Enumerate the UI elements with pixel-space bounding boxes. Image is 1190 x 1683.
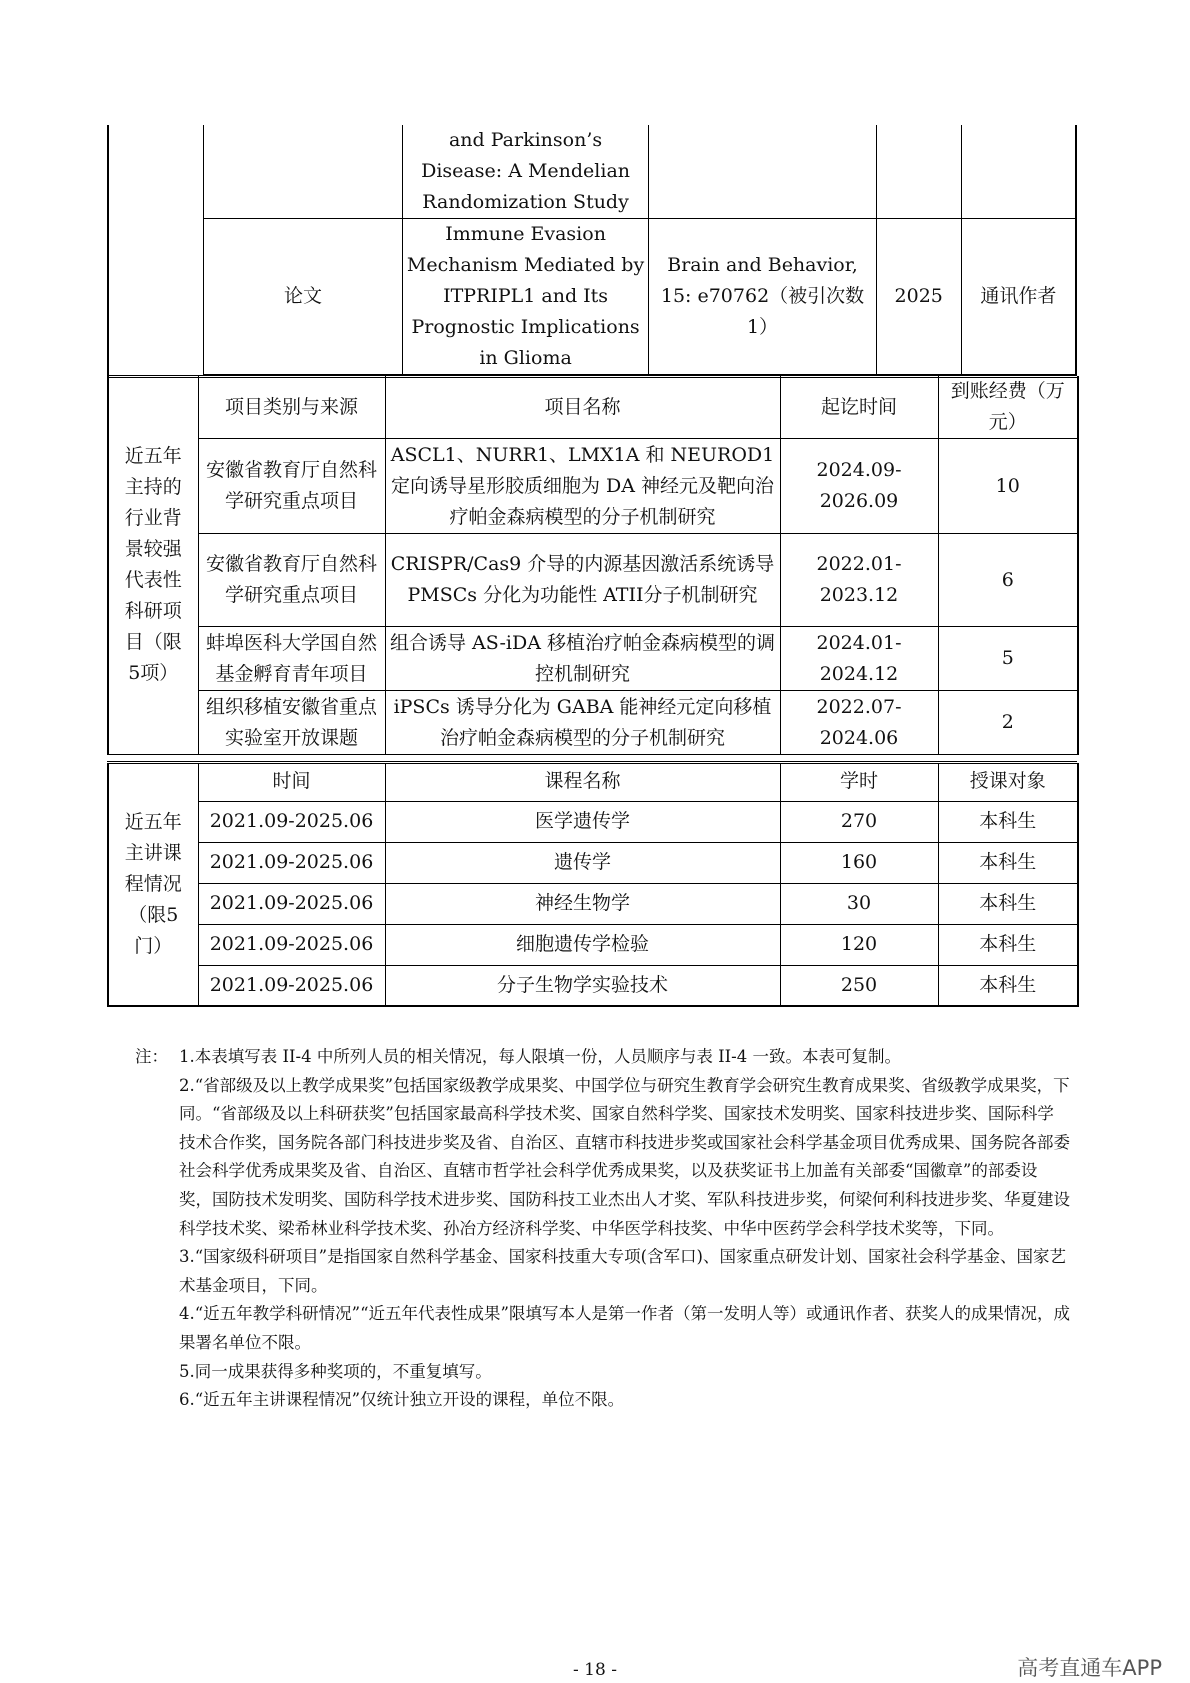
project-period: 2022.07-2024.06 — [780, 691, 938, 755]
course-name: 遗传学 — [385, 842, 780, 883]
project-name: ASCL1、NURR1、LMX1A 和 NEUROD1 定向诱导星形胶质细胞为 DA 神经元及靶向治疗帕金森病模型的分子机制研究 — [385, 439, 780, 534]
project-source: 蚌埠医科大学国自然基金孵育青年项目 — [198, 627, 385, 691]
notes-section — [135, 1043, 1070, 1415]
course-hours: 120 — [780, 924, 938, 965]
course-audience: 本科生 — [938, 883, 1078, 924]
course-hours: 160 — [780, 842, 938, 883]
paper-title-cell: Immune Evasion Mechanism Mediated by ITPRIPL1 and Its Prognostic Implications in Glioma — [402, 219, 649, 375]
project-period: 2024.01-2024.12 — [780, 627, 938, 691]
projects-header-period: 起讫时间 — [780, 376, 938, 439]
courses-header-hours: 学时 — [780, 763, 938, 801]
project-period: 2022.01-2023.12 — [780, 534, 938, 627]
course-name: 神经生物学 — [385, 883, 780, 924]
project-funding: 6 — [938, 534, 1078, 627]
note-item — [135, 1386, 1070, 1415]
project-funding: 10 — [938, 439, 1078, 534]
notes-label: 注： — [135, 1047, 168, 1066]
projects-section-label: 近五年主持的行业背景较强代表性科研项目（限5项） — [108, 376, 198, 755]
course-name: 分子生物学实验技术 — [385, 965, 780, 1006]
papers-section-cell — [108, 125, 204, 375]
project-source: 安徽省教育厅自然科学研究重点项目 — [198, 439, 385, 534]
project-name: 组合诱导 AS-iDA 移植治疗帕金森病模型的调控机制研究 — [385, 627, 780, 691]
table-row — [108, 924, 1078, 965]
projects-header-source: 项目类别与来源 — [198, 376, 385, 439]
paper-year-cell — [876, 125, 961, 219]
course-hours: 250 — [780, 965, 938, 1006]
courses-section-label: 近五年主讲课程情况（限5门） — [108, 763, 198, 1006]
note-item — [135, 1043, 1070, 1072]
projects-table — [107, 376, 1079, 755]
note-text: 4.“近五年教学科研情况”“近五年代表性成果”限填写本人是第一作者（第一发明人等）或通讯作者、获奖人的成果情况，成果署名单位不限。 — [179, 1304, 1070, 1352]
course-audience: 本科生 — [938, 965, 1078, 1006]
papers-table — [107, 125, 1077, 375]
note-item — [135, 1243, 1070, 1300]
table-row — [108, 439, 1078, 534]
courses-table — [107, 763, 1079, 1007]
note-text: 2.“省部级及以上教学成果奖”包括国家级教学成果奖、中国学位与研究生教育学会研究生教育成果奖、省级教学成果奖，下同。“省部级及以上科研获奖”包括国家最高科学技术奖、国家自然科学奖、国家技术发明奖、国家科技进步奖、国际科学技术合作奖，国务院各部门科技进步奖及省、自治区、直辖市科技进步奖或国家社会科学基金项目优秀成果、国务院各部委社会科学优秀成果奖及省、自治区、直辖市哲学社会科学优秀成果奖，以及获奖证书上加盖有关部委“国徽章”的部委设奖，国防技术发明奖、国防科学技术进步奖、国防科技工业杰出人才奖、军队科技进步奖，何梁何利科技进步奖、华夏建设科学技术奖、梁希林业科学技术奖、孙冶方经济科学奖、中华医学科技奖、中华中医药学会科学技术奖等，下同。 — [179, 1075, 1070, 1238]
project-funding: 2 — [938, 691, 1078, 755]
paper-type-cell: 论文 — [204, 219, 403, 375]
projects-header-funding: 到账经费（万元） — [938, 376, 1078, 439]
paper-year-cell: 2025 — [876, 219, 961, 375]
paper-role-cell — [961, 125, 1076, 219]
course-period: 2021.09-2025.06 — [198, 842, 385, 883]
course-audience: 本科生 — [938, 842, 1078, 883]
project-source: 安徽省教育厅自然科学研究重点项目 — [198, 534, 385, 627]
table-row — [108, 534, 1078, 627]
project-name: iPSCs 诱导分化为 GABA 能神经元定向移植治疗帕金森病模型的分子机制研究 — [385, 691, 780, 755]
table-row — [108, 627, 1078, 691]
course-period: 2021.09-2025.06 — [198, 924, 385, 965]
courses-header-period: 时间 — [198, 763, 385, 801]
courses-header-audience: 授课对象 — [938, 763, 1078, 801]
project-funding: 5 — [938, 627, 1078, 691]
projects-header-name: 项目名称 — [385, 376, 780, 439]
table-row — [108, 842, 1078, 883]
course-name: 医学遗传学 — [385, 801, 780, 842]
paper-type-cell — [204, 125, 403, 219]
project-source: 组织移植安徽省重点实验室开放课题 — [198, 691, 385, 755]
note-text: 3.“国家级科研项目”是指国家自然科学基金、国家科技重大专项(含军口)、国家重点研发计划、国家社会科学基金、国家艺术基金项目，下同。 — [179, 1247, 1066, 1295]
table-row — [108, 801, 1078, 842]
course-hours: 270 — [780, 801, 938, 842]
note-item — [135, 1358, 1070, 1387]
project-period: 2024.09-2026.09 — [780, 439, 938, 534]
page-number: - 18 - — [573, 1660, 617, 1680]
note-text: 6.“近五年主讲课程情况”仅统计独立开设的课程，单位不限。 — [179, 1390, 625, 1410]
course-hours: 30 — [780, 883, 938, 924]
note-text: 1.本表填写表 II-4 中所列人员的相关情况，每人限填一份，人员顺序与表 II-4 一致。本表可复制。 — [179, 1047, 901, 1066]
course-period: 2021.09-2025.06 — [198, 883, 385, 924]
courses-header-name: 课程名称 — [385, 763, 780, 801]
paper-title-cell: and Parkinson’s Disease: A Mendelian Randomization Study — [402, 125, 649, 219]
table-row — [108, 883, 1078, 924]
note-item — [135, 1072, 1070, 1244]
note-text: 5.同一成果获得多种奖项的，不重复填写。 — [179, 1361, 492, 1381]
paper-role-cell: 通讯作者 — [961, 219, 1076, 375]
table-row — [108, 965, 1078, 1006]
project-name: CRISPR/Cas9 介导的内源基因激活系统诱导 PMSCs 分化为功能性 ATII分子机制研究 — [385, 534, 780, 627]
course-name: 细胞遗传学检验 — [385, 924, 780, 965]
watermark: 高考直通车APP — [1017, 1656, 1162, 1680]
paper-journal-cell: Brain and Behavior, 15: e70762（被引次数 1） — [649, 219, 876, 375]
course-audience: 本科生 — [938, 924, 1078, 965]
course-audience: 本科生 — [938, 801, 1078, 842]
paper-journal-cell — [649, 125, 876, 219]
table-row — [108, 691, 1078, 755]
note-item — [135, 1300, 1070, 1357]
course-period: 2021.09-2025.06 — [198, 965, 385, 1006]
course-period: 2021.09-2025.06 — [198, 801, 385, 842]
